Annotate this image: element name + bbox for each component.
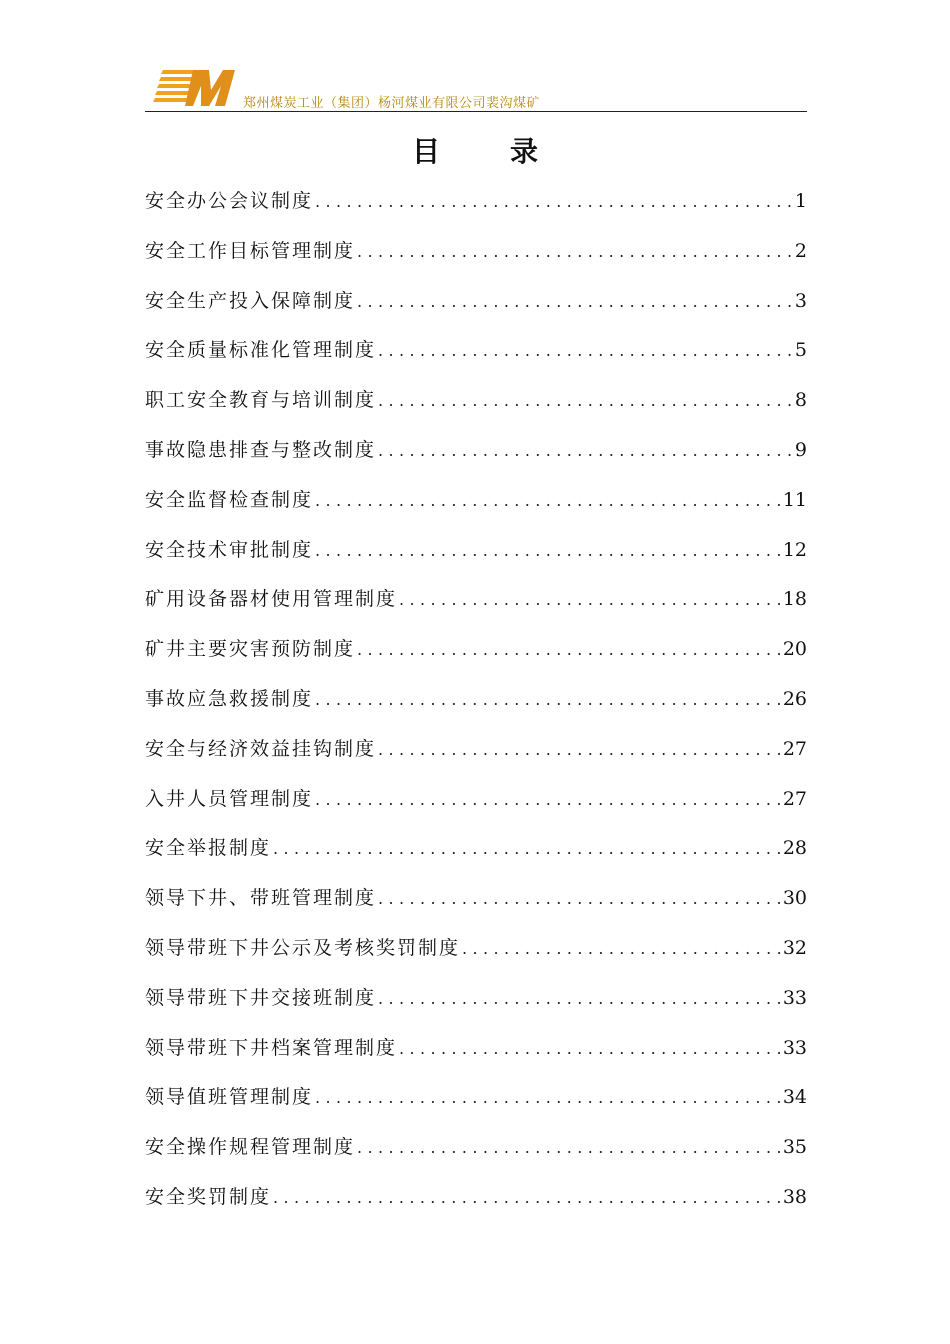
toc-entry-page-number: 8 — [794, 389, 807, 412]
toc-dot-leader — [399, 583, 781, 617]
toc-entry[interactable] — [145, 433, 807, 483]
toc-dot-leader — [315, 783, 781, 817]
toc-entry-page-number: 33 — [782, 986, 807, 1009]
toc-dot-leader — [378, 982, 781, 1016]
toc-entry-label: 安全质量标准化管理制度 — [145, 339, 377, 362]
toc-entry-label: 安全监督检查制度 — [145, 488, 314, 511]
toc-dot-leader — [357, 633, 781, 667]
toc-entry-page-number: 9 — [794, 438, 807, 461]
toc-entry-label: 安全与经济效益挂钩制度 — [145, 737, 377, 760]
toc-dot-leader — [315, 484, 781, 518]
toc-entry-page-number: 28 — [782, 837, 807, 860]
toc-entry-label: 安全操作规程管理制度 — [145, 1136, 356, 1159]
toc-dot-leader — [378, 434, 793, 468]
toc-dot-leader — [315, 534, 781, 568]
toc-dot-leader — [315, 185, 793, 219]
company-logo-icon — [153, 68, 235, 108]
toc-entry-page-number: 12 — [782, 538, 807, 561]
toc-dot-leader — [357, 285, 793, 319]
toc-entry[interactable] — [145, 333, 807, 383]
toc-entry[interactable] — [145, 682, 807, 732]
toc-dot-leader — [273, 832, 781, 866]
toc-entry[interactable] — [145, 732, 807, 782]
toc-entry-label: 安全技术审批制度 — [145, 538, 314, 561]
toc-entry-page-number: 32 — [782, 936, 807, 959]
toc-entry-label: 矿用设备器材使用管理制度 — [145, 588, 398, 611]
toc-entry-label: 安全奖罚制度 — [145, 1185, 272, 1208]
organization-name: 郑州煤炭工业（集团）杨河煤业有限公司裴沟煤矿 — [243, 96, 541, 111]
toc-entry-page-number: 27 — [782, 787, 807, 810]
toc-entry-page-number: 33 — [782, 1036, 807, 1059]
toc-entry[interactable] — [145, 981, 807, 1031]
toc-entry[interactable] — [145, 1080, 807, 1130]
toc-entry-label: 领导带班下井档案管理制度 — [145, 1036, 398, 1059]
page-header — [145, 64, 807, 114]
toc-dot-leader — [378, 733, 781, 767]
toc-entry[interactable] — [145, 1130, 807, 1180]
toc-entry[interactable] — [145, 881, 807, 931]
toc-entry-label: 领导下井、带班管理制度 — [145, 887, 377, 910]
toc-entry-label: 领导值班管理制度 — [145, 1086, 314, 1109]
toc-entry-label: 事故应急救援制度 — [145, 687, 314, 710]
toc-entry[interactable] — [145, 483, 807, 533]
toc-dot-leader — [357, 1131, 781, 1165]
header-divider — [145, 111, 807, 112]
toc-entry[interactable] — [145, 831, 807, 881]
toc-entry[interactable] — [145, 284, 807, 334]
toc-entry-label: 入井人员管理制度 — [145, 787, 314, 810]
toc-entry[interactable] — [145, 533, 807, 583]
toc-entry[interactable] — [145, 1180, 807, 1230]
toc-entry-page-number: 2 — [794, 239, 807, 262]
toc-dot-leader — [273, 1181, 781, 1215]
toc-entry-page-number: 38 — [782, 1185, 807, 1208]
toc-entry-label: 安全生产投入保障制度 — [145, 289, 356, 312]
toc-entry[interactable] — [145, 632, 807, 682]
toc-entry-page-number: 3 — [794, 289, 807, 312]
toc-entry-label: 职工安全教育与培训制度 — [145, 389, 377, 412]
toc-entry[interactable] — [145, 782, 807, 832]
toc-entry[interactable] — [145, 184, 807, 234]
toc-entry-label: 矿井主要灾害预防制度 — [145, 638, 356, 661]
toc-dot-leader — [462, 932, 781, 966]
toc-dot-leader — [378, 882, 781, 916]
toc-dot-leader — [315, 683, 781, 717]
toc-entry-page-number: 26 — [782, 687, 807, 710]
toc-dot-leader — [378, 334, 793, 368]
toc-entry[interactable] — [145, 1031, 807, 1081]
toc-entry-page-number: 18 — [782, 588, 807, 611]
toc-dot-leader — [378, 384, 793, 418]
table-of-contents — [145, 184, 807, 1230]
page-title: 目录 — [411, 135, 608, 168]
toc-entry-page-number: 11 — [782, 488, 807, 511]
toc-entry-page-number: 35 — [782, 1136, 807, 1159]
toc-entry-page-number: 1 — [794, 190, 807, 212]
toc-entry-page-number: 27 — [782, 737, 807, 760]
toc-entry-page-number: 20 — [782, 638, 807, 661]
toc-entry-label: 领导带班下井交接班制度 — [145, 986, 377, 1009]
toc-entry[interactable] — [145, 234, 807, 284]
toc-entry[interactable] — [145, 582, 807, 632]
toc-dot-leader — [315, 1081, 781, 1115]
toc-dot-leader — [399, 1032, 781, 1066]
toc-entry-label: 安全办公会议制度 — [145, 190, 314, 212]
toc-entry-label: 安全工作目标管理制度 — [145, 239, 356, 262]
toc-entry[interactable] — [145, 383, 807, 433]
toc-entry-label: 安全举报制度 — [145, 837, 272, 860]
toc-entry-label: 事故隐患排查与整改制度 — [145, 438, 377, 461]
toc-entry-page-number: 30 — [782, 887, 807, 910]
toc-entry-page-number: 5 — [794, 339, 807, 362]
toc-dot-leader — [357, 235, 793, 269]
toc-entry[interactable] — [145, 931, 807, 981]
toc-entry-page-number: 34 — [782, 1086, 807, 1109]
toc-entry-label: 领导带班下井公示及考核奖罚制度 — [145, 936, 461, 959]
